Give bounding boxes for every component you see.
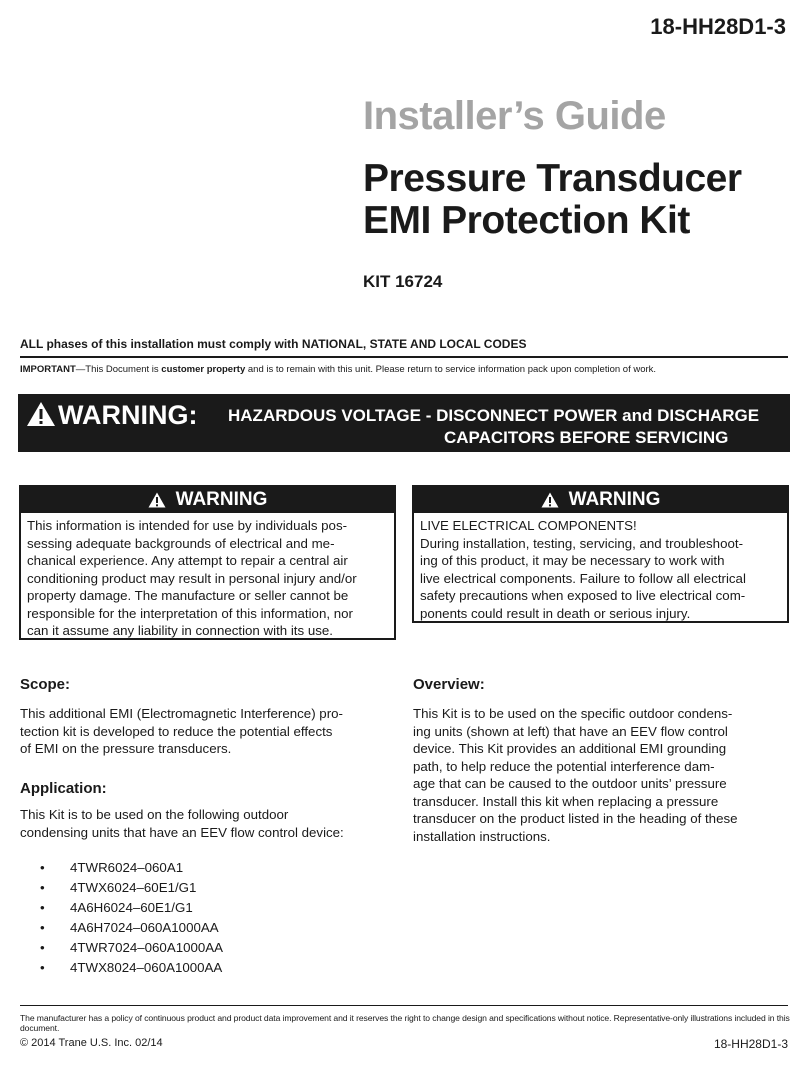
kit-number: KIT 16724 <box>363 272 443 291</box>
list-item <box>40 958 223 978</box>
warning-triangle-icon <box>148 492 166 508</box>
hazard-banner <box>18 394 790 452</box>
warning-right-line: LIVE ELECTRICAL COMPONENTS! <box>420 518 637 533</box>
scope-line: This additional EMI (Electromagnetic Interference) pro- <box>20 706 343 721</box>
warning-box-left <box>19 485 396 640</box>
document-title <box>363 158 742 242</box>
warning-left-line: conditioning product may result in personal injury and/or <box>27 570 357 586</box>
warning-left-line: chanical experience. Any attempt to repair a central air <box>27 553 348 568</box>
codes-notice: ALL phases of this installation must comply with NATIONAL, STATE AND LOCAL CODES <box>20 337 527 351</box>
banner-warning <box>26 400 197 431</box>
title-line-2: EMI Protection Kit <box>363 199 690 242</box>
warning-box-left-title: WARNING <box>175 489 268 510</box>
warning-right-line: safety precautions when exposed to live electrical com- <box>420 588 746 603</box>
bullet: • <box>40 960 45 975</box>
model-number: 4TWR6024–060A1 <box>70 860 184 875</box>
warning-box-left-header <box>21 487 394 513</box>
overview-line: installation instructions. <box>413 828 551 844</box>
overview-line: This Kit is to be used on the specific outdoor condens- <box>413 706 733 721</box>
bullet: • <box>40 940 45 955</box>
overview-line: transducer. Install this kit when replacing a pressure <box>413 793 719 809</box>
model-list <box>40 858 223 978</box>
document-number-top: 18-HH28D1-3 <box>650 14 786 39</box>
warning-left-line: property damage. The manufacture or seller cannot be <box>27 588 349 603</box>
overview-line: ing units (shown at left) that have an EEV flow control <box>413 723 728 739</box>
title-line-1: Pressure Transducer <box>363 157 742 200</box>
overview-paragraph <box>413 705 773 845</box>
warning-triangle-icon <box>541 492 559 508</box>
warning-box-right-title: WARNING <box>568 489 661 510</box>
footer-copyright: © 2014 Trane U.S. Inc. 02/14 <box>20 1037 163 1049</box>
important-dash: — <box>75 364 86 375</box>
bullet: • <box>40 920 45 935</box>
warning-right-line: ing of this product, it may be necessary to work with <box>420 553 725 568</box>
model-number: 4A6H7024–060A1000AA <box>70 920 219 935</box>
list-item <box>40 878 223 898</box>
model-number: 4A6H6024–60E1/G1 <box>70 900 193 915</box>
warning-box-left-body <box>21 513 394 644</box>
scope-paragraph <box>20 705 380 758</box>
list-item <box>40 918 223 938</box>
warning-right-line: ponents could result in death or serious injury. <box>420 605 691 621</box>
banner-line-1: HAZARDOUS VOLTAGE - DISCONNECT POWER and DISCHARGE <box>228 406 760 425</box>
banner-warning-word: WARNING: <box>58 400 198 430</box>
bullet: • <box>40 860 45 875</box>
warning-box-right-header <box>414 487 787 513</box>
scope-line: tection kit is developed to reduce the potential effects <box>20 723 333 739</box>
overview-line: device. This Kit provides an additional EMI grounding <box>413 741 727 756</box>
overview-line: path, to help reduce the potential interference dam- <box>413 758 715 774</box>
warning-box-right <box>412 485 789 623</box>
application-paragraph <box>20 806 380 841</box>
scope-heading: Scope: <box>20 676 71 693</box>
list-item <box>40 938 223 958</box>
warning-left-line: responsible for the interpretation of this information, nor <box>27 605 353 621</box>
important-notice <box>20 364 656 375</box>
bullet: • <box>40 900 45 915</box>
banner-line-2: CAPACITORS BEFORE SERVICING <box>444 428 729 447</box>
warning-right-line: live electrical components. Failure to follow all electrical <box>420 570 746 586</box>
model-number: 4TWX8024–060A1000AA <box>70 960 223 975</box>
footer-disclaimer: The manufacturer has a policy of continuous product and product data improvement and it reserves the right to change design and specifications without notice. Representative-only illustrations included in this document. <box>20 1013 790 1033</box>
model-number: 4TWR7024–060A1000AA <box>70 940 224 955</box>
warning-left-line: sessing adequate backgrounds of electrical and me- <box>27 535 335 551</box>
application-line: condensing units that have an EEV flow control device: <box>20 824 344 840</box>
divider-top <box>20 356 788 358</box>
important-label: IMPORTANT <box>20 364 76 375</box>
application-heading: Application: <box>20 780 107 797</box>
list-item <box>40 858 223 878</box>
document-number-bottom: 18-HH28D1-3 <box>713 1037 788 1051</box>
important-post: and is to remain with this unit. Please return to service information pack upon completion of work. <box>245 364 657 375</box>
warning-box-right-body <box>414 513 787 626</box>
model-number: 4TWX6024–60E1/G1 <box>70 880 197 895</box>
warning-left-line: This information is intended for use by individuals pos- <box>27 518 348 533</box>
bullet: • <box>40 880 45 895</box>
warning-right-line: During installation, testing, servicing, and troubleshoot- <box>420 535 743 551</box>
overview-heading: Overview: <box>413 676 485 693</box>
overview-line: transducer on the product listed in the heading of these <box>413 811 738 826</box>
overview-line: age that can be caused to the outdoor units’ pressure <box>413 776 727 791</box>
application-line: This Kit is to be used on the following outdoor <box>20 807 289 822</box>
scope-line: of EMI on the pressure transducers. <box>20 741 232 756</box>
list-item <box>40 898 223 918</box>
important-pre: This Document is <box>85 364 162 375</box>
guide-title: Installer’s Guide <box>363 94 666 138</box>
divider-bottom <box>20 1005 788 1006</box>
warning-triangle-icon <box>26 401 56 427</box>
important-bold: customer property <box>161 364 246 375</box>
warning-left-line: can it assume any liability in connection with its use. <box>27 623 333 638</box>
